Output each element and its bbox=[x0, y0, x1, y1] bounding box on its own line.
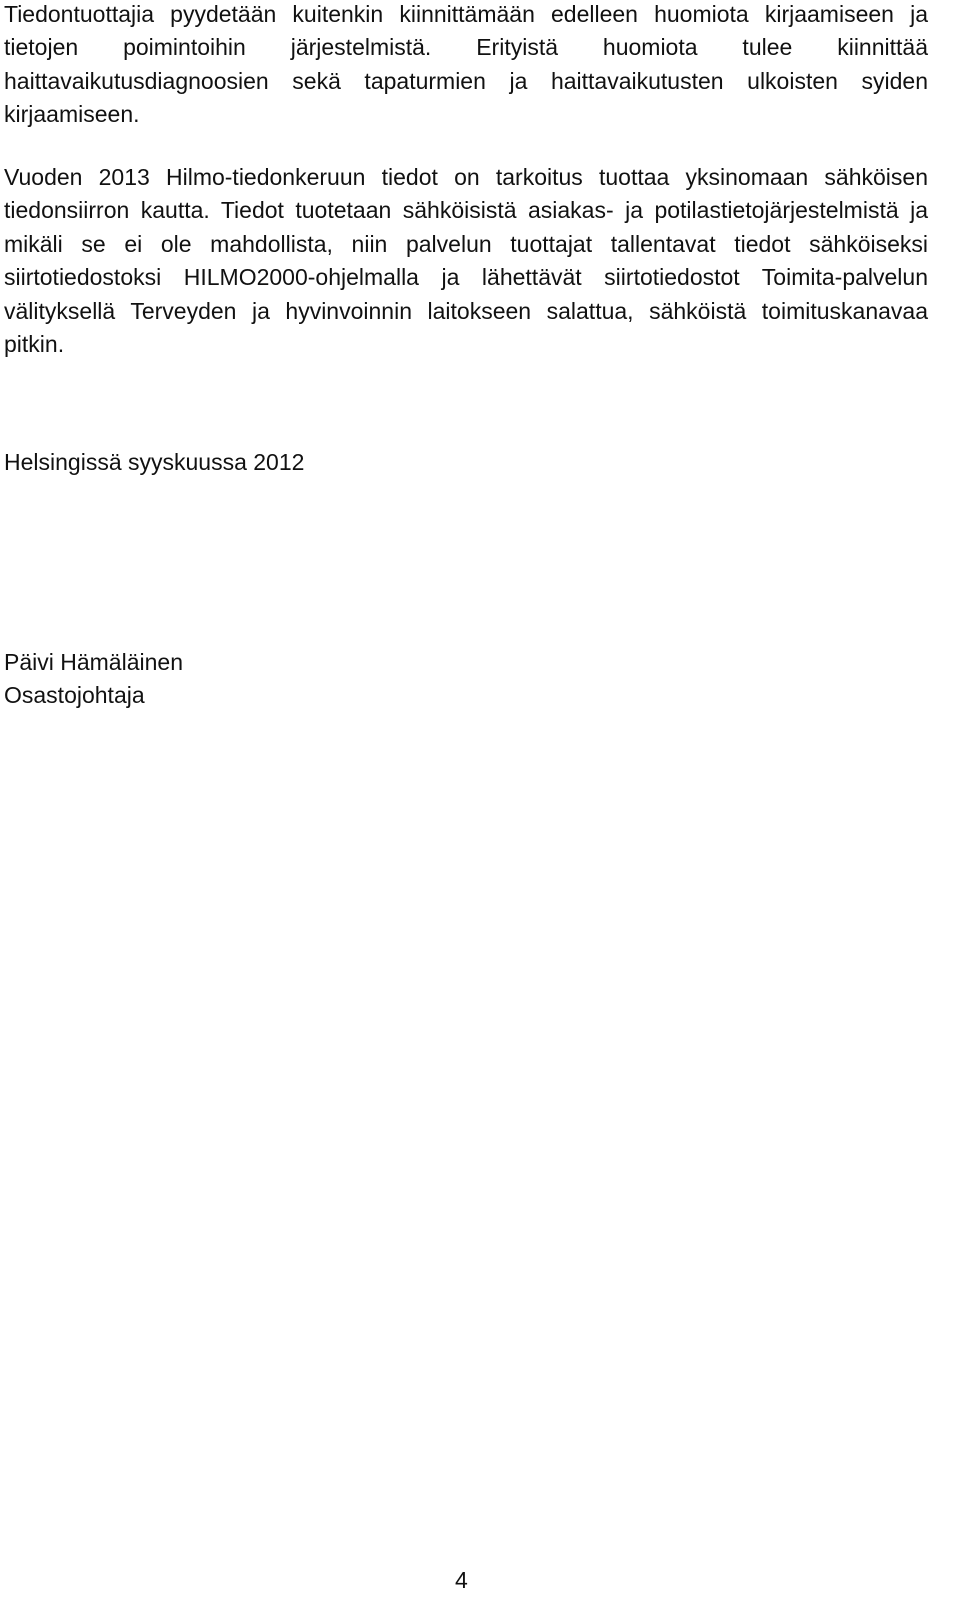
place-and-date: Helsingissä syyskuussa 2012 bbox=[4, 449, 305, 475]
body-paragraph-1: Tiedontuottajia pyydetään kuitenkin kiinnittämään edelleen huomiota kirjaamiseen ja tietojen poimintoihin järjestelmistä. Erityistä huomiota tulee kiinnittää haittavaikutusdiagnoosien sekä tapaturmien ja haittavaikutusten ulkoisten syiden kirjaamiseen. bbox=[4, 1, 928, 128]
page-number: 4 bbox=[455, 1567, 468, 1593]
body-paragraph-2: Vuoden 2013 Hilmo-tiedonkeruun tiedot on tarkoitus tuottaa yksinomaan sähköisen tiedonsiirron kautta. Tiedot tuotetaan sähköisistä asiakas- ja potilastietojärjestelmistä ja mikäli se ei ole mahdollista, niin palvelun tuottajat tallentavat tiedot sähköiseksi siirtotiedostoksi HILMO2000-ohjelmalla ja lähettävät siirtotiedostot Toimita-palvelun välityksellä Terveyden ja hyvinvoinnin laitokseen salattua, sähköistä toimituskanavaa pitkin. bbox=[4, 164, 928, 358]
signer-title: Osastojohtaja bbox=[4, 682, 145, 708]
signer-name: Päivi Hämäläinen bbox=[4, 649, 183, 675]
